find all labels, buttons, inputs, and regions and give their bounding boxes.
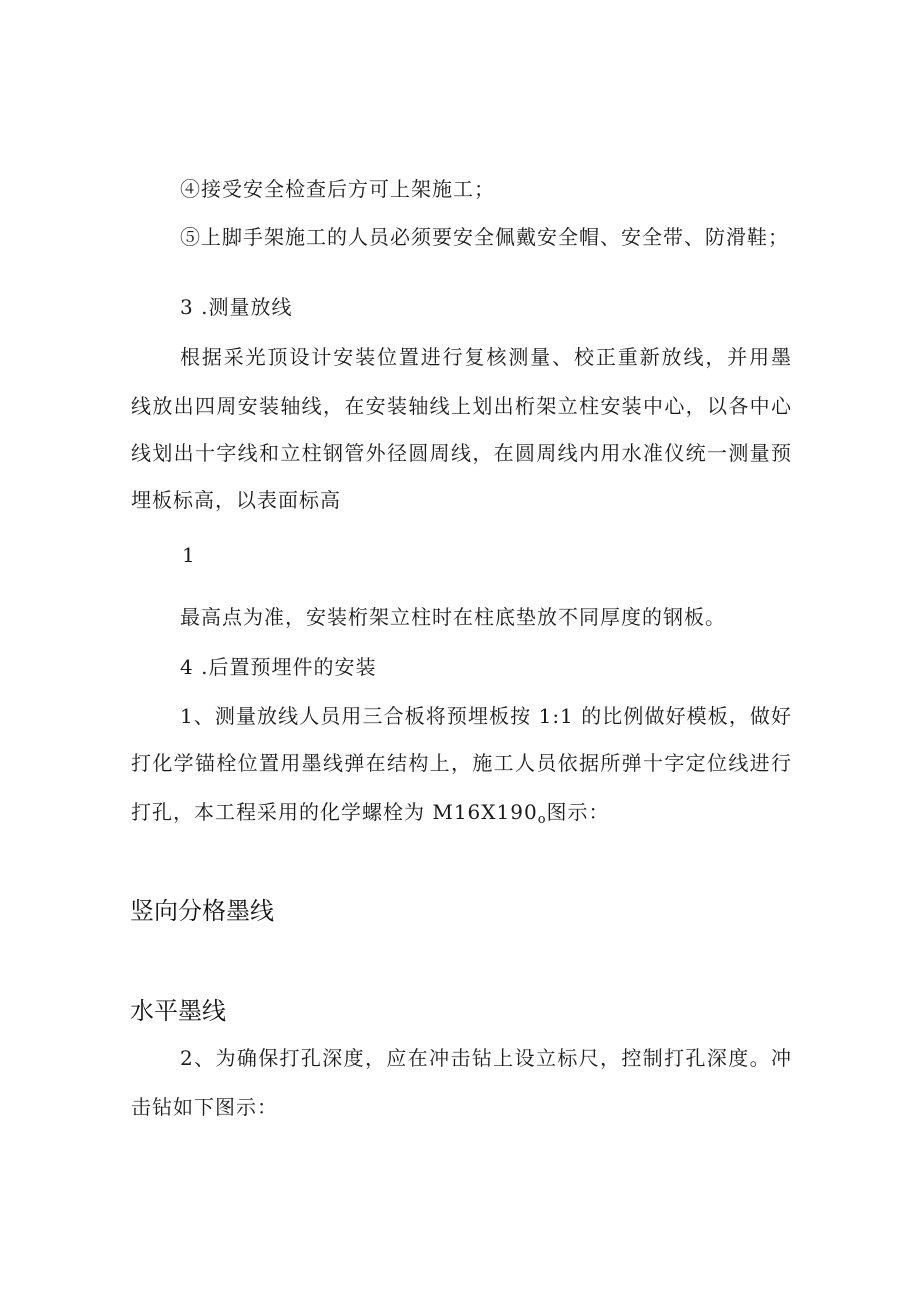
paragraph-2-line-3-text: 打孔，本工程采用的化学螺栓为 M16X190 bbox=[131, 800, 538, 824]
paragraph-3-line-1: 2、为确保打孔深度，应在冲击钻上设立标尺，控制打孔深度。冲 bbox=[180, 1046, 792, 1070]
paragraph-1-line-3: 线划出十字线和立柱钢管外径圆周线，在圆周线内用水准仪统一测量预 bbox=[131, 441, 792, 465]
paragraph-2-line-1: 1、测量放线人员用三合板将预埋板按 1:1 的比例做好模板，做好 bbox=[180, 704, 792, 728]
paragraph-3-line-2: 击钻如下图示： bbox=[131, 1095, 278, 1119]
paragraph-2-line-3-tail: 图示： bbox=[546, 800, 610, 824]
paragraph-1-line-2: 线放出四周安装轴线，在安装轴线上划出桁架立柱安装中心，以各中心 bbox=[131, 394, 792, 418]
page-number: 1 bbox=[182, 543, 196, 567]
figure-label-vertical-lines: 竖向分格墨线 bbox=[130, 897, 274, 925]
paragraph-2-line-3 bbox=[131, 799, 610, 833]
paragraph-2-line-2: 打化学锚栓位置用墨线弹在结构上，施工人员依据所弹十字定位线进行 bbox=[131, 751, 792, 775]
list-item-4: ④接受安全检查后方可上架施工； bbox=[180, 177, 495, 201]
figure-label-horizontal-line: 水平墨线 bbox=[130, 997, 226, 1025]
section-4-title: 4 .后置预埋件的安装 bbox=[180, 655, 377, 679]
paragraph-2-line-3-subscript: o bbox=[537, 812, 547, 827]
paragraph-1-line-1: 根据采光顶设计安装位置进行复核测量、校正重新放线，并用墨 bbox=[180, 345, 792, 369]
paragraph-1-continued: 最高点为准，安装桁架立柱时在柱底垫放不同厚度的钢板。 bbox=[180, 605, 726, 629]
list-item-5: ⑤上脚手架施工的人员必须要安全佩戴安全帽、安全带、防滑鞋； bbox=[180, 225, 789, 249]
paragraph-1-line-4: 埋板标高，以表面标高 bbox=[131, 488, 341, 512]
section-3-title: 3 .测量放线 bbox=[180, 295, 293, 319]
